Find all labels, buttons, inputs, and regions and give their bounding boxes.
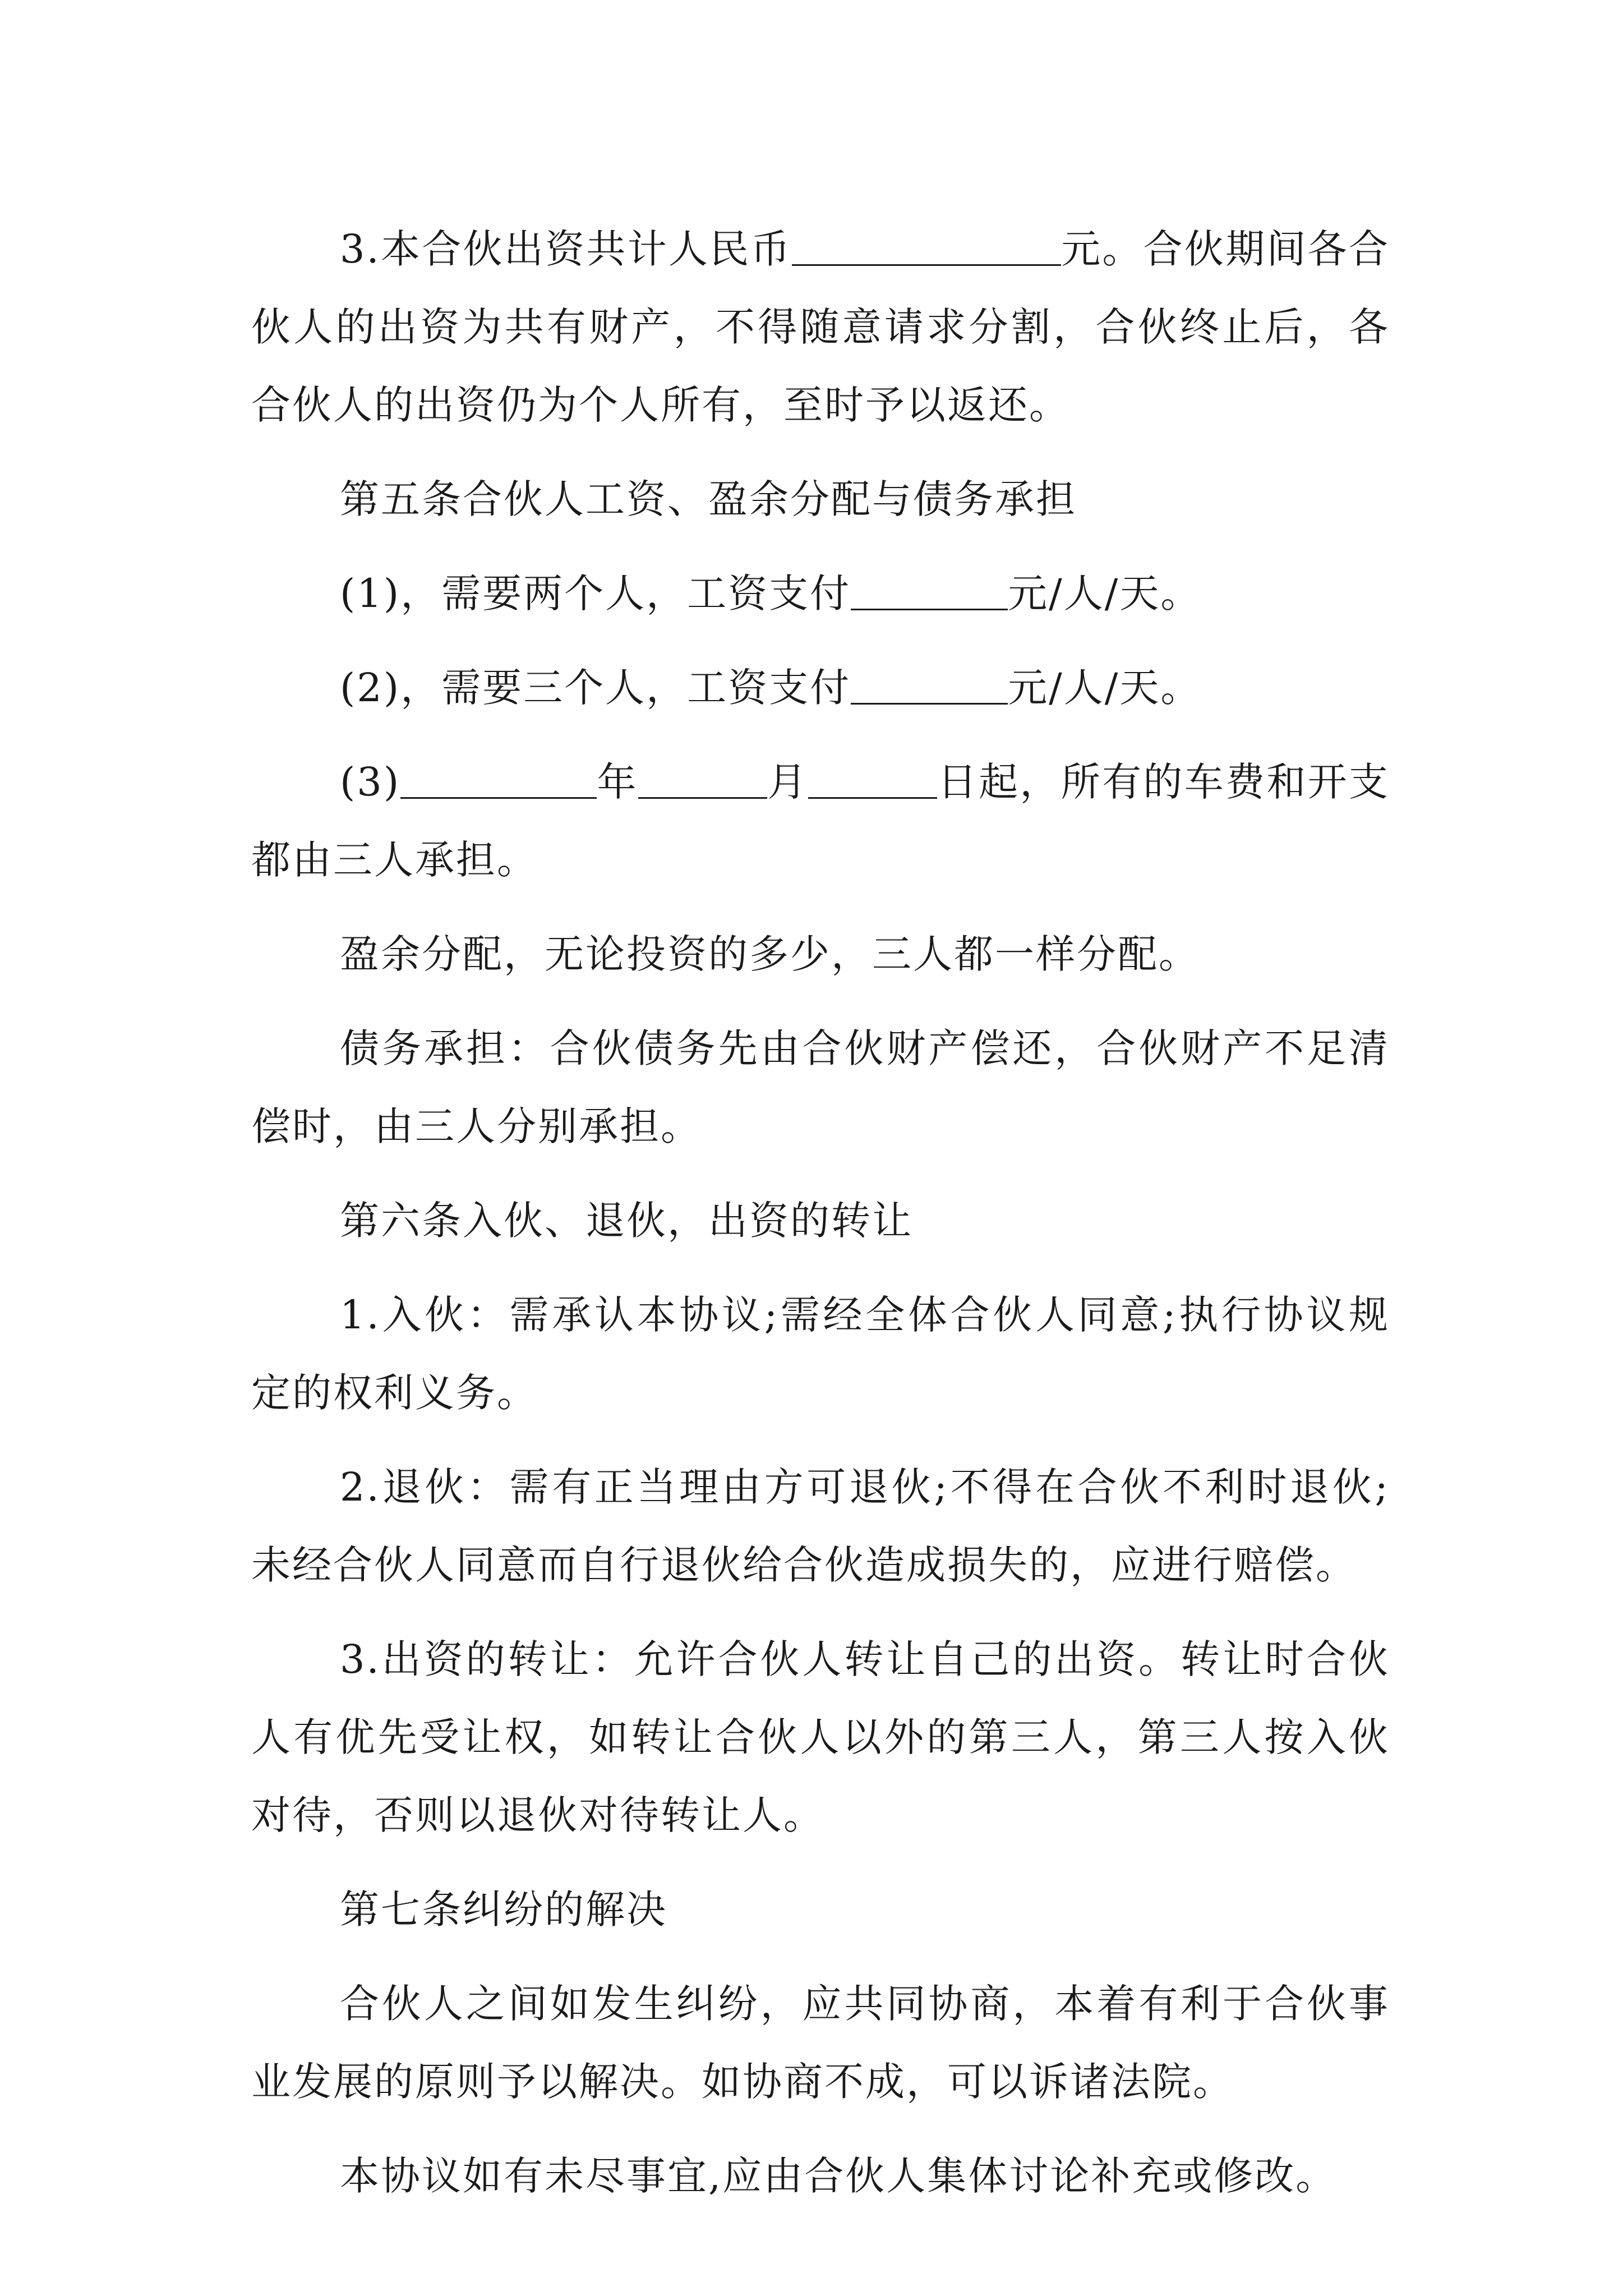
clause-5-2-wage	[251, 649, 1390, 727]
text-segment: 年	[597, 759, 638, 805]
closing-clause: 本协议如有未尽事宜,应由合伙人集体讨论补充或修改。	[340, 2153, 1337, 2199]
text-segment: (1)，需要两个人，工资支付	[340, 570, 851, 616]
clause-4-3-capital	[251, 210, 1390, 444]
article-7-heading: 第七条纠纷的解决	[340, 1887, 667, 1932]
document-page	[251, 210, 1390, 2231]
article-5-heading: 第五条合伙人工资、盈余分配与债务承担	[340, 476, 1077, 522]
clause-6-1-join: 1.入伙：需承认本协议;需经全体合伙人同意;执行协议规定的权利义务。	[251, 1292, 1390, 1416]
article-6-heading: 第六条入伙、退伙，出资的转让	[340, 1198, 913, 1244]
text-segment: 元/人/天。	[1008, 570, 1202, 616]
dispute-resolution: 合伙人之间如发生纠纷，应共同协商，本着有利于合伙事业发展的原则予以解决。如协商不成，可以诉诸法院。	[251, 1981, 1390, 2105]
text-segment: (2)，需要三个人，工资支付	[340, 665, 851, 711]
fill-in-blank-month[interactable]	[638, 758, 767, 799]
text-segment: (3)	[340, 759, 401, 805]
fill-in-blank-wage-three[interactable]	[851, 664, 1008, 705]
clause-6-2-withdraw: 2.退伙：需有正当理由方可退伙;不得在合伙不利时退伙;未经合伙人同意而自行退伙给合伙造成损失的，应进行赔偿。	[251, 1464, 1390, 1588]
clause-5-3-date	[251, 743, 1390, 899]
fill-in-blank-day[interactable]	[808, 758, 937, 799]
text-segment: 3.本合伙出资共计人民币	[340, 226, 792, 272]
text-segment: 月	[767, 759, 809, 805]
profit-distribution: 盈余分配，无论投资的多少，三人都一样分配。	[340, 931, 1200, 977]
text-segment: 元。合伙期间各合伙人的出资为共有财产，不得随意请求分割，合伙终止后，各合伙人的出资仍为个人所有，至时予以返还。	[251, 226, 1390, 428]
text-segment: 元/人/天。	[1008, 665, 1202, 711]
fill-in-blank-year[interactable]	[400, 758, 597, 799]
debt-responsibility: 债务承担：合伙债务先由合伙财产偿还，合伙财产不足清偿时，由三人分别承担。	[251, 1025, 1390, 1149]
text-segment: 日起，所有的车费和开支都由三人承担。	[251, 759, 1390, 883]
clause-6-3-transfer: 3.出资的转让：允许合伙人转让自己的出资。转让时合伙人有优先受让权，如转让合伙人以外的第三人，第三人按入伙对待，否则以退伙对待转让人。	[251, 1636, 1390, 1838]
fill-in-blank-wage-two[interactable]	[851, 569, 1008, 610]
fill-in-blank-amount[interactable]	[792, 225, 1061, 266]
clause-5-1-wage	[251, 555, 1390, 633]
